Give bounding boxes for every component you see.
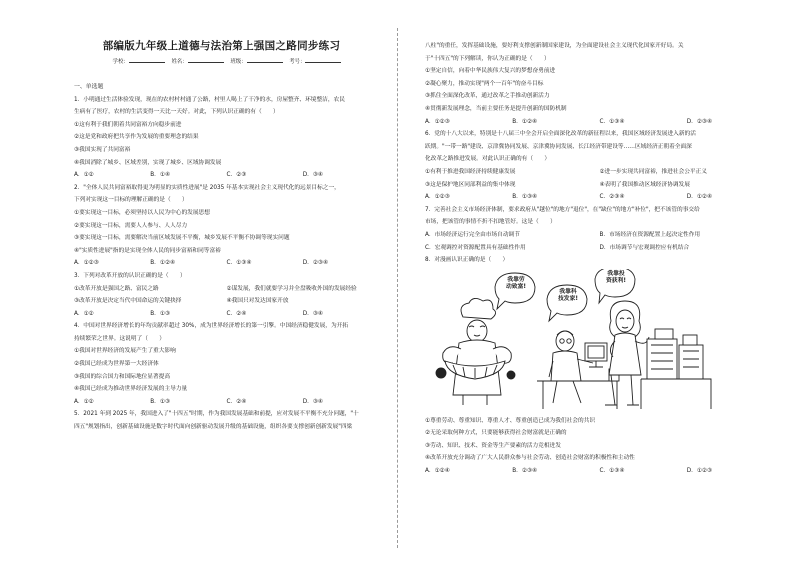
option-a[interactable]: A．市场经济运行完全由市场自动调节: [425, 231, 520, 238]
question-text: 2．"全体人民共同富裕取得更为明显的实质性进展"是 2035 年基本实现社会主义现代化的远景目标之一，: [74, 184, 340, 191]
option-c[interactable]: C．宏观调控对资源配置具有基础性作用: [425, 244, 526, 251]
school-label: 学校：: [112, 59, 129, 65]
option-d[interactable]: D．①②③: [686, 468, 713, 475]
statement: ④我国只对发达国家开放: [226, 298, 289, 305]
statement: ①坚定自信，向着中华民族伟大复兴的梦想奋勇前进: [425, 68, 556, 75]
option-c[interactable]: C．①③④: [599, 468, 625, 475]
option-b[interactable]: B．①④: [150, 172, 171, 179]
option-d[interactable]: D．①②④: [686, 194, 713, 201]
bubble-line: 我靠劳: [507, 276, 525, 283]
option-b[interactable]: B．①③: [150, 310, 171, 317]
question-8: [425, 254, 774, 478]
cartoon-drawing: [425, 269, 765, 411]
option-b[interactable]: B．①②④: [150, 260, 176, 267]
statement: ②谋发展，我们就要学习并全盘吸收外国的发展经验: [226, 285, 357, 292]
option-d[interactable]: D．②③④: [302, 260, 329, 267]
option-b[interactable]: B．①②④: [512, 118, 538, 125]
bubble-text-1: [503, 277, 529, 292]
bubble-line: 动致富!: [505, 284, 527, 291]
option-a[interactable]: A．①②: [74, 398, 94, 405]
answer-options: [425, 116, 774, 129]
investor-figure: [605, 301, 649, 405]
question-text: 八柱"的重任，发挥基础设施，要好利支撑创新制国家建设，为全面建设社会主义现代化国家开好局。关: [425, 43, 684, 49]
answer-options: [425, 465, 774, 478]
scientist-figure: [537, 331, 619, 409]
option-a[interactable]: A．①②: [74, 310, 94, 317]
option-a[interactable]: A．①②③: [425, 118, 450, 125]
statement: ②这是党和政府把共享作为发展的重要理念的结果: [74, 134, 199, 141]
option-a[interactable]: A．①②③: [74, 260, 99, 267]
question-text: 7．完善社会主义市场经济体制，要求政府从"越位"的地方"退位"，在"缺位"的地方"补位"，把不该管的事交给: [425, 206, 700, 213]
statement: ②无论采取何种方式，只要能够获得社会财富就是正确的: [425, 430, 567, 437]
statement: ③抓住全面深化改革，通过改革之手推动创新活力: [425, 93, 550, 100]
statement: ③我国实现了共同富裕: [74, 146, 131, 153]
question-text: 下列对实现这一目标的理解正确的是（ ）: [74, 197, 188, 204]
option-d[interactable]: D．③④: [302, 398, 324, 405]
statement: ③要实现这一目标，需要解决当前区域发展不平衡，城乡发展不平衡不协调等现实问题: [74, 235, 290, 242]
name-label: 姓名：: [171, 59, 188, 65]
question-text: 化改革之路推进发展。对此认识正确的有（ ）: [425, 156, 551, 163]
answer-options: [74, 257, 379, 270]
option-d[interactable]: D．市场调节与宏观调控应有机结合: [599, 244, 690, 251]
option-c[interactable]: C．②③④: [599, 194, 625, 201]
option-c[interactable]: C．①③④: [599, 118, 625, 125]
option-a[interactable]: A．①②④: [425, 468, 450, 475]
question-4: [74, 320, 379, 408]
question-text: 3．下列对改革开放的认识正确的是（ ）: [74, 272, 186, 279]
class-label: 班级：: [230, 59, 247, 65]
statement: ①改革开放是强国之路、富民之路: [74, 285, 159, 292]
statement: ①尊重劳动、尊重知识、尊重人才、尊重创造已成为我们社会的共识: [425, 417, 596, 424]
statement: ④表明了我国推动区域经济协调发展: [599, 181, 690, 188]
option-c[interactable]: C．②③: [226, 172, 247, 179]
question-text: 生病有了医疗，农村的生活变得一天比一天好。对此，下列认识正确的有（ ）: [74, 109, 279, 116]
statement: ①要实现这一目标，必须坚持以人民为中心的发展思想: [74, 209, 210, 216]
question-1: [74, 94, 379, 182]
answer-options: [425, 229, 774, 242]
question-2: [74, 182, 379, 270]
question-text: 于"十四五"的下列解读，你认为正确的是（ ）: [425, 55, 550, 62]
question-text: 持续繁荣之世界。这说明了（ ）: [74, 335, 165, 342]
document-desks: [641, 329, 711, 409]
statement-row: [74, 295, 379, 308]
statement-row: [425, 166, 774, 179]
question-text: 8．对漫画认识正确的是（ ）: [425, 257, 509, 264]
exam-number-label: 考号：: [289, 59, 306, 65]
bubble-text-3: [603, 271, 629, 286]
statement: ①有利于推进我国经济持续健康发展: [425, 168, 516, 175]
statement: ③改革开放是决定当代中国命运的关键抉择: [74, 298, 182, 305]
right-page: [397, 0, 794, 562]
statement: ①这有利于我们朝着共同富裕方向稳步前进: [74, 121, 182, 128]
bubble-line: 资获利!: [605, 278, 627, 285]
answer-options: [74, 169, 379, 182]
student-info: [74, 57, 379, 65]
statement: ②凝心聚力，推动实现"两个一百年"的奋斗目标: [425, 80, 544, 87]
page-title: 部编版九年级上道德与法治第上强国之路同步练习: [102, 40, 341, 52]
question-3: [74, 270, 379, 320]
option-b[interactable]: B．①③: [150, 398, 171, 405]
option-b[interactable]: B．市场经济在资源配置上起决定性作用: [599, 231, 701, 238]
cartoon-illustration: [425, 269, 765, 411]
statement: ②进一步实现共同富裕，推进社会公平正义: [599, 168, 707, 175]
bubble-text-2: [555, 289, 581, 304]
statement: ④我国已经成为推动世界经济发展的主导力量: [74, 386, 188, 393]
option-c[interactable]: C．①③④: [226, 260, 252, 267]
option-d[interactable]: D．③④: [302, 172, 324, 179]
statement: ②要实现这一目标，需要人人参与、人人尽力: [74, 222, 188, 229]
statement: ④"实质性进展"指的是实现全体人民的同步富裕和同等富裕: [74, 247, 221, 254]
section-heading: 一、单选题: [74, 84, 104, 90]
question-7: [425, 204, 774, 254]
question-text: 4．中国对世界经济增长的年均贡献率超过 30%，成为世界经济增长的第一引擎。中国经济稳健发展，为开拓: [74, 323, 349, 330]
school-blank[interactable]: [129, 57, 165, 63]
question-text: 市场，把该管的事情不折不扣地管好。这是（ ）: [425, 219, 556, 226]
statement: ③我国的综合国力和国际地位显著提高: [74, 373, 171, 380]
name-blank[interactable]: [188, 57, 224, 63]
bubble-line: 我靠科: [559, 288, 577, 295]
statement-row: [74, 283, 379, 296]
answer-options: [74, 396, 379, 409]
class-blank[interactable]: [247, 57, 283, 63]
bubble-line: 我靠投: [607, 270, 625, 277]
question-text: 跃期。"一带一路"建设、京津冀协同发展、京津冀协同发展、长江经济带建设等……区域经济正朝着全面深: [425, 143, 692, 150]
question-text: 5．2021 年到 2025 年，我国进入了"十四五"时期，作为我国发展基础和前提，应对发展不平衡不充分问题，"十: [74, 411, 359, 418]
question-6: [425, 128, 774, 204]
question-text: 1．小明通过生活体验发现，现在的农村村村通了公路，村里人喝上了干净的水，房屋整齐、环境整洁，农民: [74, 96, 345, 103]
option-a[interactable]: A．①②: [74, 172, 94, 179]
option-d[interactable]: D．②③④: [686, 118, 713, 125]
statement: ④贯彻新发展理念，当前主要任务是提升创新的国防机制: [425, 105, 567, 112]
answer-options: [74, 308, 379, 321]
bubble-line: 技发家!: [557, 296, 579, 303]
option-d[interactable]: D．③④: [302, 310, 324, 317]
question-5-continued: [425, 40, 774, 128]
question-text: 四五"规划指出，创新基础设施是数字时代面向创新驱动发展升级的基础设施，组织各要支撑创新创新发展"四梁: [74, 424, 353, 431]
option-b[interactable]: B．②③④: [512, 468, 538, 475]
statement: ④我国消除了城乡、区域差别，实现了城乡、区域协调发展: [74, 159, 222, 166]
statement: ①我国对世界经济的发展产生了重大影响: [74, 348, 176, 355]
exam-number-blank[interactable]: [305, 57, 341, 63]
statement: ②我国已经成为世界第一大经济体: [74, 361, 159, 368]
statement-row: [425, 179, 774, 192]
answer-options: [425, 242, 774, 255]
worker-figure: [436, 298, 515, 405]
statement: ③劳动、知识、技术、资金等生产要素的活力竞相迸发: [425, 442, 561, 449]
option-c[interactable]: C．②④: [226, 310, 247, 317]
option-a[interactable]: A．①②③: [425, 194, 450, 201]
question-5: [74, 408, 379, 433]
option-b[interactable]: B．①③④: [512, 194, 538, 201]
statement: ③这是保护地区同部利益的集中体现: [425, 181, 516, 188]
statement: ④改革开放充分调动了广大人民群众参与社会劳动、创造社会财富的积极性和主动性: [425, 455, 635, 462]
question-text: 6．党的十八大以来，特别是十八届三中全会开启全面深化改革的新征程以来，我国区域经济发展进入新的活: [425, 131, 696, 138]
answer-options: [425, 191, 774, 204]
option-c[interactable]: C．②④: [226, 398, 247, 405]
